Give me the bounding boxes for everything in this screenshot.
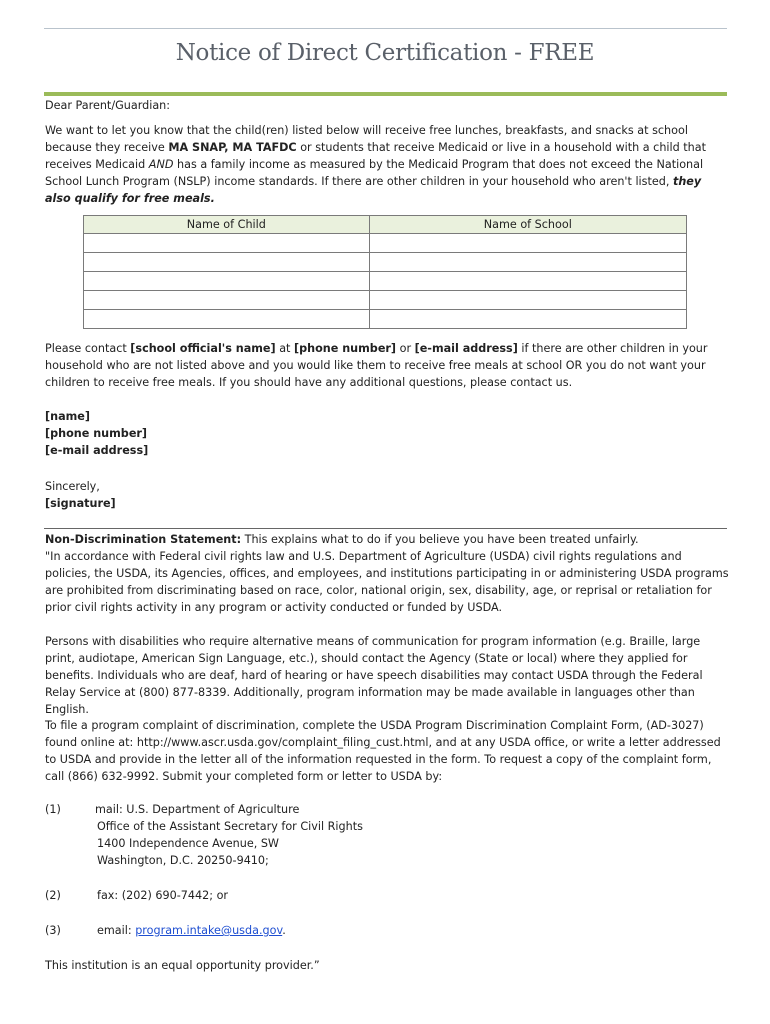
contact-paragraph: Please contact [school official's name] at [phone number] or [e-mail address] if there are other children in your household who are not listed above and you would like them to receive free meals at school OR you do not want your children to receive free meals. If you should have any additional questions, please contact us. (45, 342, 708, 389)
child-name-cell[interactable] (84, 272, 370, 291)
table-row (84, 234, 687, 253)
school-name-cell[interactable] (369, 310, 686, 329)
nondiscrimination-heading: Non-Discrimination Statement: This explains what to do if you believe you have been treated unfairly. (45, 533, 639, 546)
table-row (84, 310, 687, 329)
school-name-cell[interactable] (369, 272, 686, 291)
section-divider (44, 528, 727, 529)
intro-paragraph: We want to let you know that the child(ren) listed below will receive free lunches, breakfasts, and snacks at school because they receive MA SNAP, MA TAFDC or students that receive Medicaid or live in a household with a child that receives Medicaid AND has a family income as measured by the Medicaid Program that does not exceed the National School Lunch Program (NSLP) income standards. If there are other children in your household who aren't listed, they also qualify for free meals. (45, 124, 707, 205)
and-text: AND (148, 158, 174, 171)
child-name-cell[interactable] (84, 234, 370, 253)
phone-placeholder: [phone number] (294, 342, 397, 355)
school-name-cell[interactable] (369, 253, 686, 272)
list-number-3: (3) (45, 924, 61, 937)
column-header-school: Name of School (369, 216, 686, 234)
nondiscrimination-para1: "In accordance with Federal civil rights law and U.S. Department of Agriculture (USDA) civil rights regulations and policies, the USDA, its Agencies, offices, and employees, and institutions participating in or administering USDA programs are prohibited from discriminating based on race, color, national origin, sex, disability, age, or reprisal or retaliation for prior civil rights activity in any program or activity conducted or funded by USDA. (45, 550, 729, 614)
nondiscrimination-para3: To file a program complaint of discrimination, complete the USDA Program Discrimination Complaint Form, (AD-3027) found online at: http://www.ascr.usda.gov/complaint_filing_cust.html, and at any USDA office, or write a letter addressed to USDA and provide in the letter all of the information requested in the form. To request a copy of the complaint form, call (866) 632-9992. Submit your completed form or letter to USDA by: (45, 719, 721, 783)
list-number-1: (1) (45, 803, 61, 816)
column-header-child: Name of Child (84, 216, 370, 234)
table-row (84, 291, 687, 310)
signature-placeholder: [signature] (45, 497, 116, 510)
programs-text: MA SNAP, MA TAFDC (168, 141, 297, 154)
child-name-cell[interactable] (84, 253, 370, 272)
table-row (84, 253, 687, 272)
contact-name: [name] (45, 410, 90, 423)
official-placeholder: [school official's name] (130, 342, 276, 355)
nondiscrimination-para2: Persons with disabilities who require alternative means of communication for program information (e.g. Braille, large print, audiotape, American Sign Language, etc.), should contact the Agency (State or local) where they applied for benefits. Individuals who are deaf, hard of hearing or have speech disabilities may contact USDA through the Federal Relay Service at (800) 877-8339. Additionally, program information may be made available in languages other than English. (45, 635, 703, 716)
contact-phone: [phone number] (45, 427, 148, 440)
contact-block (45, 408, 729, 459)
fax-line: fax: (202) 690-7442; or (97, 889, 229, 902)
mail-address: mail: U.S. Department of Agriculture Office of the Assistant Secretary for Civil Rights 1400 Independence Avenue, SW Washington, D.C. 20250-9410; (95, 803, 363, 867)
email-placeholder: [e-mail address] (414, 342, 518, 355)
table-row (84, 272, 687, 291)
email-line: email: program.intake@usda.gov. (97, 924, 286, 937)
child-name-cell[interactable] (84, 291, 370, 310)
school-name-cell[interactable] (369, 291, 686, 310)
signature (45, 495, 729, 512)
qualify-emphasis: they also qualify for free meals. (45, 175, 702, 205)
children-table (83, 215, 687, 329)
contact-email: [e-mail address] (45, 444, 149, 457)
child-name-cell[interactable] (84, 310, 370, 329)
title-underline (44, 92, 727, 96)
top-divider (44, 28, 727, 29)
school-name-cell[interactable] (369, 234, 686, 253)
list-number-2: (2) (45, 889, 61, 902)
greeting: Dear Parent/Guardian: (45, 99, 171, 112)
closing: Sincerely, (45, 480, 100, 493)
page-title: Notice of Direct Certification - FREE (175, 40, 595, 66)
equal-opportunity-statement: This institution is an equal opportunity provider.” (45, 959, 320, 972)
email-link[interactable]: program.intake@usda.gov (135, 924, 283, 937)
